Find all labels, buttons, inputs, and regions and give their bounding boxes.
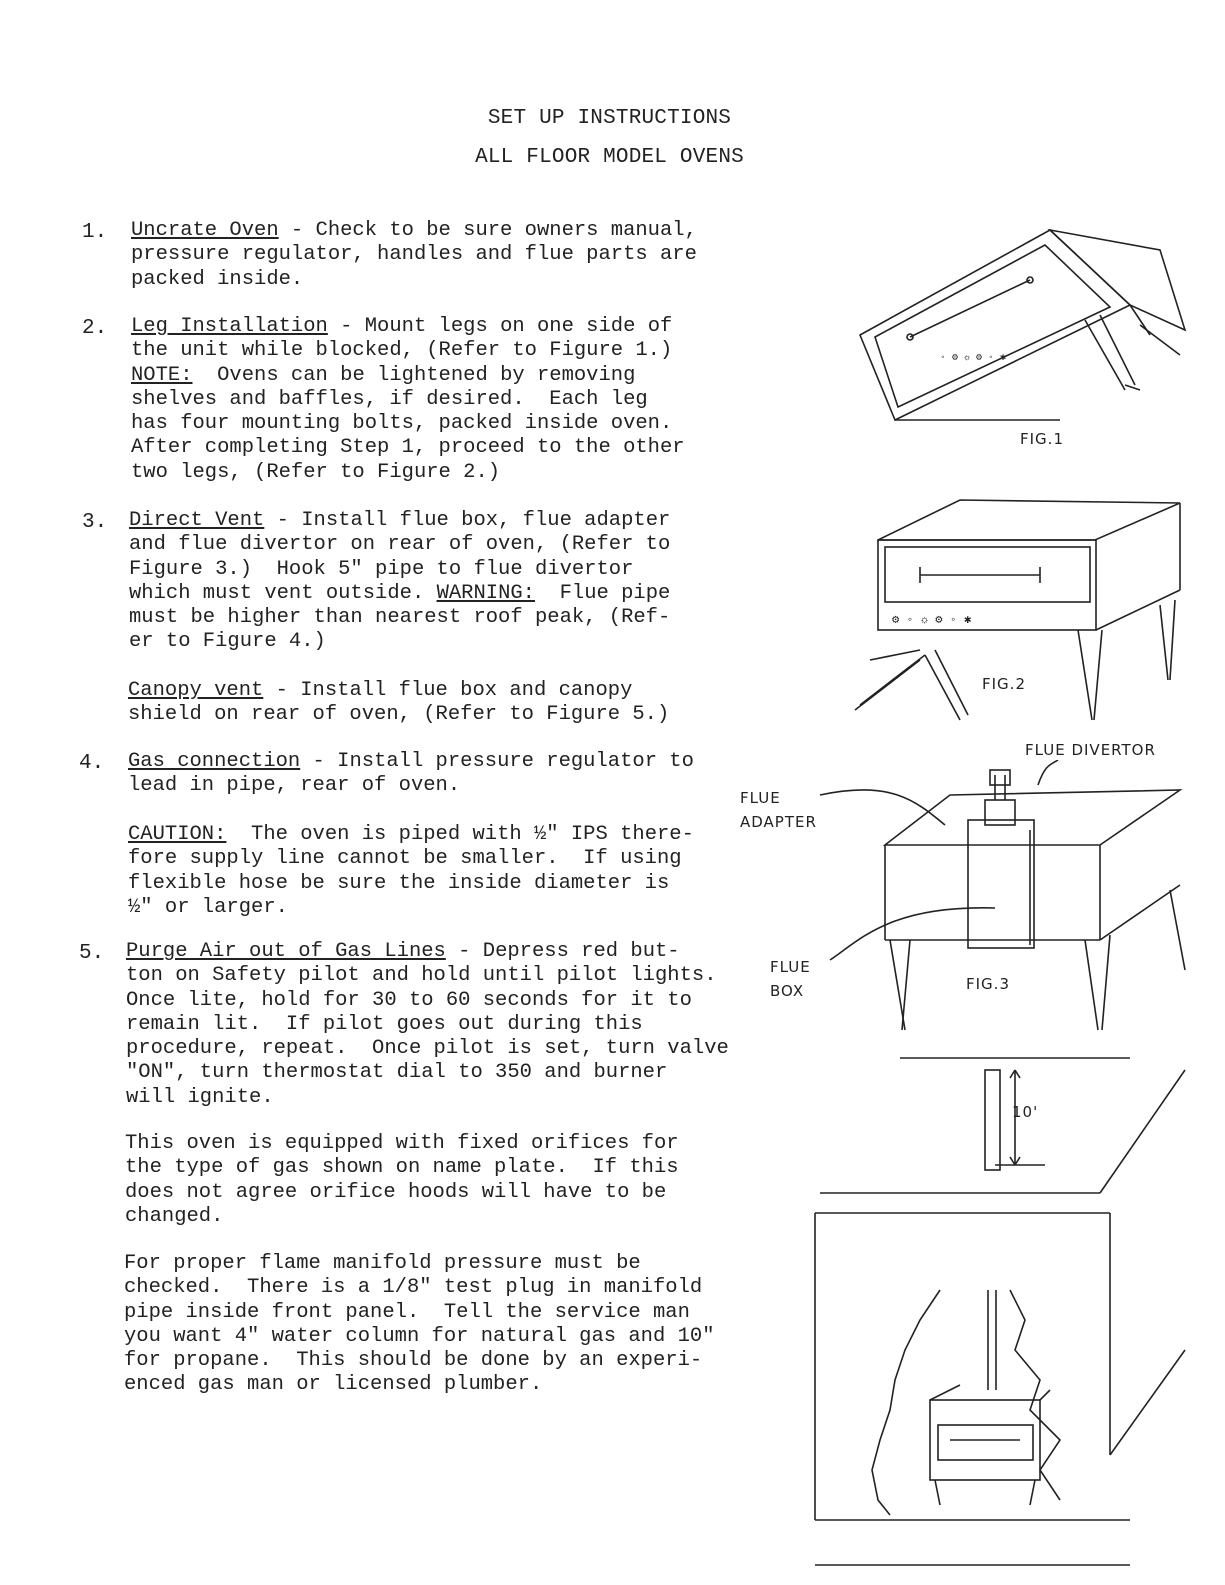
text-line: ton on Safety pilot and hold until pilot lights. [126,964,717,988]
warning-label: WARNING: [436,581,535,605]
caution-label: CAUTION: [128,823,227,846]
flue-box-label: FLUE BOX [770,958,811,1001]
text-line: does not agree orifice hoods will have to be [125,1180,667,1204]
step-3-canopy-text [128,679,669,728]
text-line: the unit while blocked, (Refer to Figure 1.) [131,339,673,363]
text-line: - Install pressure regulator to [300,750,694,773]
text-line: - Install flue box and canopy [263,679,633,702]
text-line: For proper flame manifold pressure must be [124,1252,641,1275]
text-line: - Mount legs on one side of [327,315,673,338]
page-subtitle: ALL FLOOR MODEL OVENS [475,146,744,169]
step-4-text [128,750,694,799]
text-line: must be higher than nearest roof peak, (Ref- [129,606,671,630]
text-line: shelves and baffles, if desired. Each leg [131,387,648,411]
text-line: This oven is equipped with fixed orifices for [125,1132,679,1155]
step-number: 2. [82,317,108,340]
figure-4-illustration [800,1050,1200,1570]
step-1-text [131,219,697,292]
step-heading: Direct Vent [129,509,265,532]
text-line: - Depress red but- [445,940,680,963]
step-3-text [129,509,670,655]
text-line: changed. [125,1204,224,1228]
text-line: fore supply line cannot be smaller. If using [128,847,682,871]
text-line: The oven is piped with ½" IPS there- [226,823,694,846]
text-line: two legs, (Refer to Figure 2.) [131,460,501,484]
text-line: procedure, repeat. Once pilot is set, turn valve [126,1037,729,1061]
step-number: 4. [79,752,105,775]
text-line: flexible hose be sure the inside diameter is [128,871,670,895]
flue-adapter-label: FLUE ADAPTER [740,789,817,832]
note-label: NOTE: [131,363,193,387]
step-number: 5. [79,942,105,965]
step-5-text [126,940,729,1110]
step-number: 3. [82,511,108,534]
text-line: Once lite, hold for 30 to 60 seconds for it to [126,988,692,1012]
svg-text:⚙ ◦ ☼ ⚙ ◦ ✱: ⚙ ◦ ☼ ⚙ ◦ ✱ [892,613,972,627]
text-line: and flue divertor on rear of oven, (Refer to [129,533,671,557]
text-line: checked. There is a 1/8" test plug in manifold [124,1276,703,1300]
text-line: which must vent outside. [129,581,437,605]
step-2-text [131,315,685,485]
text-line: shield on rear of oven, (Refer to Figure 5.) [128,703,670,727]
svg-text:◦ ⚙ ☼ ⚙ ◦ ✱: ◦ ⚙ ☼ ⚙ ◦ ✱ [940,353,1007,364]
text-line: enced gas man or licensed plumber. [124,1373,543,1397]
figure-1-illustration [840,225,1200,445]
text-line: ½" or larger. [128,895,288,919]
text-line: Flue pipe [534,581,671,605]
step-number: 1. [82,221,108,244]
sub-heading: Canopy vent [128,679,264,702]
fig2-label: FIG.2 [982,675,1026,693]
text-line: er to Figure 4.) [129,630,326,654]
text-line: - Check to be sure owners manual, [278,219,697,242]
pressure-paragraph [124,1252,715,1398]
step-heading: Leg Installation [131,315,328,338]
text-line: "ON", turn thermostat dial to 350 and burner [126,1061,668,1085]
text-line: After completing Step 1, proceed to the other [131,436,685,460]
text-line: packed inside. [131,267,304,291]
page-title: SET UP INSTRUCTIONS [487,107,732,130]
fig1-label: FIG.1 [1020,430,1064,448]
text-line: for propane. This should be done by an experi- [124,1349,703,1373]
text-line: you want 4" water column for natural gas and 10" [124,1324,715,1348]
text-line: the type of gas shown on name plate. If this [125,1156,679,1180]
fig3-label: FIG.3 [966,975,1010,993]
flue-divertor-label: FLUE DIVERTOR [1025,741,1156,759]
text-line: - Install flue box, flue adapter [264,509,671,532]
orifice-paragraph [125,1132,679,1229]
text-line: remain lit. If pilot goes out during this [126,1012,643,1036]
height-label: 10' [1012,1103,1039,1121]
text-line: pipe inside front panel. Tell the service man [124,1300,690,1324]
step-heading: Purge Air out of Gas Lines [126,940,446,963]
text-line: pressure regulator, handles and flue parts are [131,243,697,267]
text-line: Ovens can be lightened by removing [192,363,636,387]
text-line: Figure 3.) Hook 5" pipe to flue divertor [129,557,634,581]
step-heading: Gas connection [128,750,301,773]
text-line: will ignite. [126,1085,274,1109]
caution-text [128,823,694,920]
text-line: has four mounting bolts, packed inside oven. [131,412,673,436]
step-heading: Uncrate Oven [131,219,279,242]
text-line: lead in pipe, rear of oven. [128,774,461,798]
